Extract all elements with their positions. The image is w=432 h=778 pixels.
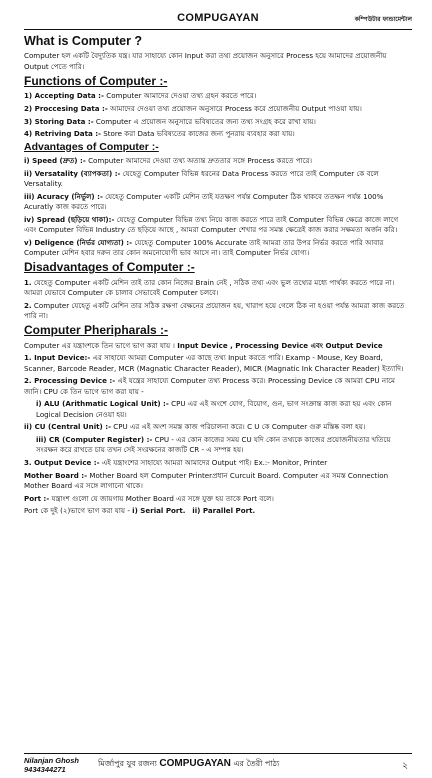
- function-item-4: [24, 129, 412, 139]
- cu-text: CPU এর এই অংশ সমস্ত কাজ পরিচালনা করে। C U কে Computer গুরু মস্তিষ্ক বলা হয়।: [113, 422, 366, 432]
- output-device-text: এই যন্ত্রাংশের সাহায্যে আমরা আমাদের Output পাই। Ex.:- Monitor, Printer: [101, 458, 328, 468]
- advantage-item-3: [24, 192, 412, 213]
- port-types-item: [24, 506, 412, 516]
- function-label: 2) Proccesing Data :-: [24, 104, 108, 114]
- function-item-3: [24, 117, 412, 127]
- page-footer: [24, 753, 412, 775]
- function-label: 3) Storing Data :-: [24, 116, 94, 126]
- function-label: 4) Retriving Data :-: [24, 129, 101, 139]
- document-page: [0, 10, 432, 778]
- advantage-item-5: [24, 238, 412, 259]
- cu-item: [24, 422, 412, 432]
- page-header: [24, 10, 412, 30]
- advantage-item-4: [24, 215, 412, 236]
- cr-label: iii) CR (Computer Register) :-: [36, 435, 153, 445]
- functions-heading: Functions of Computer :-: [24, 73, 168, 88]
- cu-label: ii) CU (Central Unit) :-: [24, 422, 112, 432]
- author-block: [24, 756, 79, 774]
- motherboard-item: [24, 471, 412, 492]
- credit-brand: COMPUGAYAN: [159, 758, 231, 769]
- function-item-1: [24, 91, 412, 101]
- cr-text: CPU - এর কোন কাজের সময় CU যদি কোন তথ্যকে কাজের প্রয়োজনীয়তার খতিয়ে সংরক্ষন করে রাখতে চায় তখন সেই সংরক্ষনের কাজটি CR - এ সম্পন্ন হয়।: [36, 435, 391, 455]
- input-device-label: 1. Input Device:-: [24, 353, 91, 363]
- function-text: Computer আমাদের দেওয়া তথ্য গ্রহন করতে পারে।: [106, 91, 257, 101]
- alu-label: i) ALU (Arithmatic Logical Unit) :-: [36, 399, 169, 409]
- advantage-text: যেহেতু Computer একটি মেশিন তাই যতক্ষণ পর্যন্ত Computer ঠিক থাকবে ততক্ষন পর্যন্ত 100% Acuratly কাজ করতে পারে।: [24, 191, 384, 212]
- advantage-item-1: [24, 156, 412, 166]
- output-device-item: [24, 458, 412, 468]
- input-device-item: [24, 353, 412, 374]
- advantage-text: যেহেতু Computer বিভিন্ন তথ্য নিয়ে কাজ করতে পারে তাই Computer বিভিন্ন ক্ষেত্রে কাজে লাগে এবং Computer বিভিন্ন Industry তে ছড়িয়ে আছে , আমরা Computer শেখার পর সমস্ত ক্ষেত্রেই কাজ করার সক্ষমতা অর্জন করি।: [24, 214, 399, 235]
- advantage-label: iii) Acuracy (নির্ভুল) :-: [24, 191, 103, 201]
- port-types-text: Port কে দুই (২)ভাগে ভাগ করা যায় -: [24, 506, 130, 516]
- alu-item: [24, 399, 412, 420]
- advantage-text: যেহেতু Computer বিভিন্ন ধরনের Data Process করতে পারে তাই Computer কে বলে Versatality.: [24, 168, 379, 189]
- disadvantage-label: 1.: [24, 277, 32, 287]
- disadvantages-heading: Disadvantages of Computer :-: [24, 260, 195, 275]
- author-phone: 9434344271: [24, 765, 66, 774]
- function-label: 1) Accepting Data :-: [24, 91, 104, 101]
- advantage-label: v) Deligence (নির্ভর যোগ্যতা) :-: [24, 237, 133, 247]
- port-item: [24, 494, 412, 504]
- intro-heading: What is Computer ?: [24, 34, 143, 48]
- parallel-port-label: ii) Parallel Port.: [192, 506, 256, 516]
- motherboard-label: Mother Board :-: [24, 470, 88, 480]
- function-item-2: [24, 104, 412, 114]
- input-device-text: এর সাহায্যে আমরা Computer এর কাছে তথ্য Input করতে পারি। Examp - Mouse, Key Board, Scanner, Barcode Reader, MCR (Magnatic Character Reader), MICR (Magnatic Ink Character Reader) ইত্যাদি।: [24, 353, 404, 373]
- disadvantage-text: Computer যেহেতু একটি মেশিন তার সঠিক রক্ষণা বেক্ষনের প্রয়োজন হয়, খারাপ হয়ে গেলে ঠিক না হওয়া পর্যন্ত আমরা কাজ করতে পারি না।: [24, 300, 405, 321]
- author-name: Nilanjan Ghosh: [24, 756, 80, 765]
- function-text: Computer এ প্রয়োজন অনুসারে ভবিষ্যতের জন্য তথ্য সংগ্রহ করে রাখা যায়।: [95, 116, 316, 126]
- page-number: ২: [402, 761, 408, 771]
- function-text: Store করা Data ভবিষ্যতের কাজের জন্য পুনরায় ব্যবহার করা যায়।: [103, 129, 295, 139]
- peripherals-intro-text: Computer এর যন্ত্রাংশকে তিন ভাগে ভাগ করা যায় ।: [24, 340, 175, 350]
- advantage-label: ii) Versatality (ব্যাপকতা) :-: [24, 168, 121, 178]
- disadvantage-text: যেহেতু Computer একটি মেশিন তাই তার কোন নিজের Brain নেই , সঠিক তথ্য এবং ভুল তথ্যের মধ্যে পার্থক্য করতে পারে না। আমরা যেভাবে Computer কে চালাব সেভাবেই Computer চলবে।: [24, 277, 395, 298]
- alu-text: CPU এর এই অংশে যোগ, বিয়োগ, গুন, ভাগ সংক্রান্ত কাজ করা হয় এবং কোন Logical Decision নেওয়া হয়।: [36, 399, 392, 419]
- function-text: আমাদের দেওয়া তথ্য প্রয়োজন অনুসারে Process করে প্রয়োজনীয় Output পাওয়া যায়।: [110, 104, 362, 114]
- motherboard-text: Mother Board হল Computer Printerপ্রধান Curcuit Board. Computer এর সমস্ত Connection Mother Board এর সঙ্গে লাগানো থাকে।: [24, 470, 389, 491]
- cr-item: [24, 435, 412, 456]
- advantage-label: i) Speed (দ্রুত) :-: [24, 156, 86, 166]
- peripherals-heading: Computer Pheripharals :-: [24, 323, 169, 338]
- disadvantage-label: 2.: [24, 300, 32, 310]
- serial-port-label: i) Serial Port.: [132, 506, 186, 516]
- credit-suffix: এর তৈরী পাঠ্য: [233, 759, 280, 768]
- footer-credit: [98, 758, 279, 771]
- credit-prefix: মির্জাপুর যুব রজন্য: [98, 759, 157, 768]
- advantage-text: যেহেতু Computer 100% Accurate তাই আমরা তার উপর নির্ভর করতে পারি আবার Computer মেশিন হবার দরুন তার কোন অমনোযোগী ভাব আসে না। তাই Computer নির্ভর যোগ্য।: [24, 237, 384, 258]
- advantage-item-2: [24, 169, 412, 190]
- processing-device-label: 2. Processing Device :-: [24, 376, 116, 386]
- disadvantage-item-2: [24, 301, 412, 322]
- port-text: যন্ত্রাংশ গুলো যে জায়গায় Mother Board এর সঙ্গে যুক্ত হয় তাকে Port বলে।: [51, 493, 274, 503]
- advantage-text: Computer আমাদের দেওয়া তথ্য অত্যন্ত দ্রুততার সঙ্গে Process করতে পারে।: [88, 156, 313, 166]
- peripherals-intro: [24, 341, 412, 351]
- output-device-label: 3. Output Device :-: [24, 458, 100, 468]
- header-title: COMPUGAYAN: [177, 12, 259, 24]
- disadvantage-item-1: [24, 278, 412, 299]
- processing-device-text: এই যন্ত্রের সাহায্যে Computer তথ্য Process করে। Processing Device কে আমরা CPU নামে জানি। CPU কে তিন ভাগে ভাগ করা যায় -: [24, 376, 395, 396]
- peripherals-intro-bold: Input Device , Processing Device এবং Output Device: [177, 340, 383, 350]
- intro-text: Computer হল একটি বৈদ্যুতিক যন্ত্র। যার সাহায্যে কোন Input করা তথ্য প্রয়োজন অনুসারে Process হয়ে আমাদের প্রয়োজনীয় Output পেতে পারি।: [24, 51, 387, 71]
- advantage-label: iv) Spread (ছড়িয়ে থাকা):-: [24, 214, 115, 224]
- advantages-heading: Advantages of Computer :-: [24, 140, 159, 153]
- port-label: Port :-: [24, 493, 50, 503]
- header-tag: কম্পিউটার ফান্ডামেন্টাল: [354, 16, 412, 23]
- processing-device-item: [24, 376, 412, 397]
